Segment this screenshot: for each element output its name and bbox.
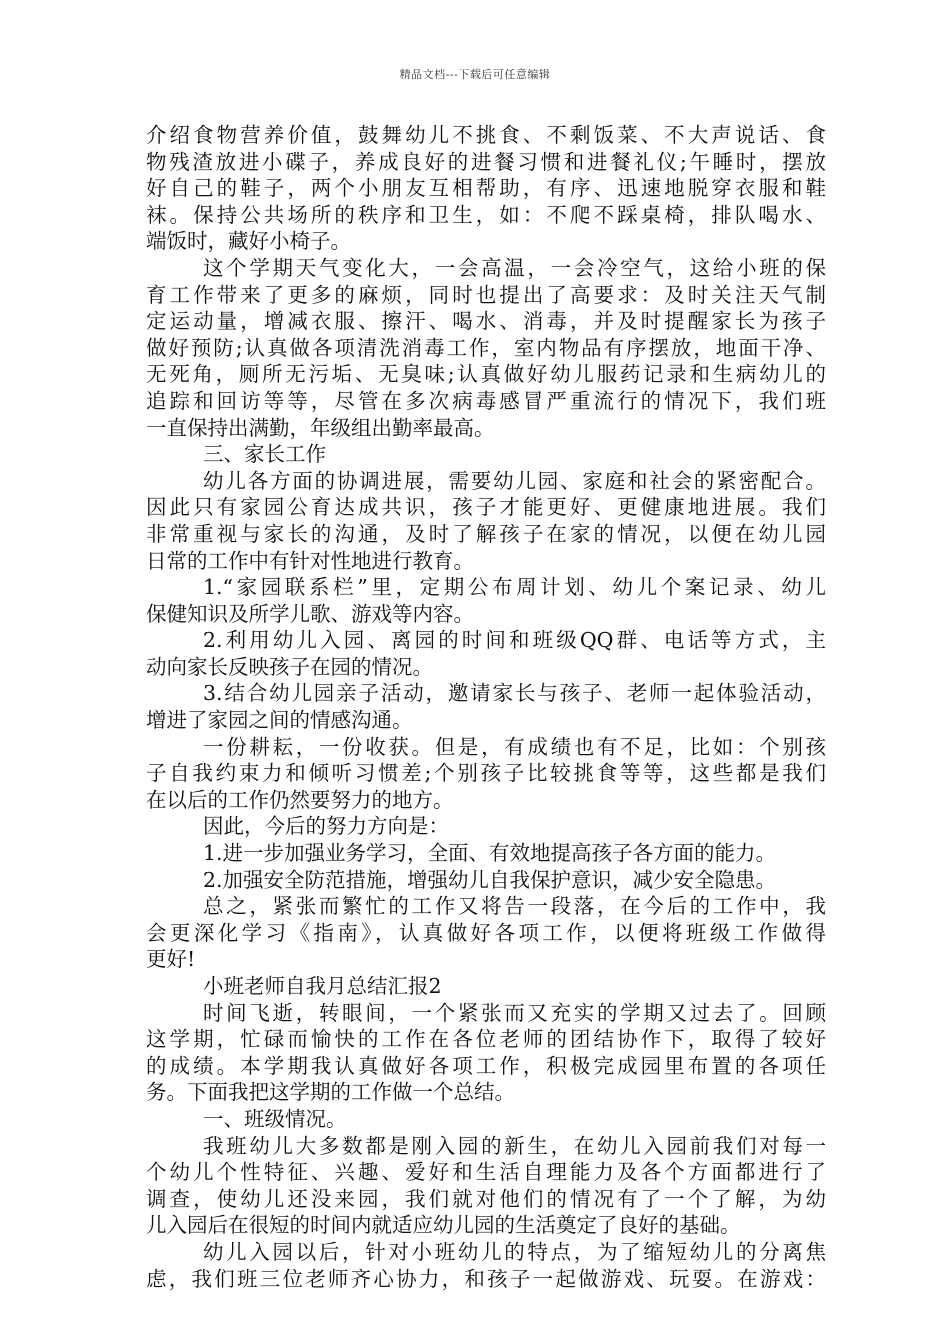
text-line: 定运动量，增减衣服、擦汗、喝水、消毒，并及时提醒家长为孩子 bbox=[146, 309, 826, 334]
text-line: 调查，使幼儿还没来园，我们就对他们的情况有了一个了解，为幼 bbox=[146, 1186, 826, 1211]
text-line: 儿入园后在很短的时间内就适应幼儿园的生活奠定了良好的基础。 bbox=[146, 1213, 741, 1238]
text-line: 好自己的鞋子，两个小朋友互相帮助，有序、迅速地脱穿衣服和鞋 bbox=[146, 176, 826, 201]
text-line: 2.加强安全防范措施，增强幼儿自我保护意识，减少安全隐患。 bbox=[203, 867, 777, 892]
text-line: 的成绩。本学期我认真做好各项工作，积极完成园里布置的各项任 bbox=[146, 1053, 826, 1078]
text-line: 袜。保持公共场所的秩序和卫生，如：不爬不踩桌椅，排队喝水、 bbox=[146, 202, 826, 227]
text-line: 这学期，忙碌而愉快的工作在各位老师的团结协作下，取得了较好 bbox=[146, 1027, 826, 1052]
text-line: 更好! bbox=[146, 947, 196, 972]
text-line: 我班幼儿大多数都是刚入园的新生，在幼儿入园前我们对每一 bbox=[203, 1133, 826, 1158]
text-line: 端饭时，藏好小椅子。 bbox=[146, 229, 351, 254]
text-line: 幼儿各方面的协调进展，需要幼儿园、家庭和社会的紧密配合。 bbox=[203, 468, 826, 493]
text-line: 3.结合幼儿园亲子活动，邀请家长与孩子、老师一起体验活动， bbox=[203, 681, 826, 706]
text-line: 一份耕耘，一份收获。但是，有成绩也有不足，比如：个别孩 bbox=[203, 734, 826, 759]
text-line: 保健知识及所学儿歌、游戏等内容。 bbox=[146, 601, 474, 626]
text-line: 2.利用幼儿入园、离园的时间和班级QQ群、电话等方式，主 bbox=[203, 628, 826, 653]
text-line: 追踪和回访等等，尽管在多次病毒感冒严重流行的情况下，我们班 bbox=[146, 388, 826, 413]
text-line: 个幼儿个性特征、兴趣、爱好和生活自理能力及各个方面都进行了 bbox=[146, 1160, 826, 1185]
text-line: 增进了家园之间的情感沟通。 bbox=[146, 708, 413, 733]
text-line: 总之，紧张而繁忙的工作又将告一段落，在今后的工作中，我 bbox=[203, 894, 826, 919]
text-line: 1.进一步加强业务学习，全面、有效地提高孩子各方面的能力。 bbox=[203, 841, 777, 866]
text-line: 会更深化学习《指南》，认真做好各项工作，以便将班级工作做得 bbox=[146, 920, 826, 945]
text-line: 育工作带来了更多的麻烦，同时也提出了高要求：及时关注天气制 bbox=[146, 282, 826, 307]
text-line: 三、家长工作 bbox=[203, 442, 326, 467]
text-line: 因此只有家园公育达成共识，孩子才能更好、更健康地进展。我们 bbox=[146, 495, 826, 520]
text-line: 子自我约束力和倾听习惯差;个别孩子比较挑食等等，这些都是我们 bbox=[146, 761, 826, 786]
text-line: 一直保持出满勤，年级组出勤率最高。 bbox=[146, 415, 495, 440]
text-line: 1.“家园联系栏”里，定期公布周计划、幼儿个案记录、幼儿 bbox=[203, 575, 826, 600]
text-line: 时间飞逝，转眼间，一个紧张而又充实的学期又过去了。回顾 bbox=[203, 1000, 826, 1025]
text-line: 因此，今后的努力方向是： bbox=[203, 814, 449, 839]
text-line: 幼儿入园以后，针对小班幼儿的特点，为了缩短幼儿的分离焦 bbox=[203, 1239, 826, 1264]
text-line: 虑，我们班三位老师齐心协力，和孩子一起做游戏、玩耍。在游戏： bbox=[146, 1266, 826, 1291]
text-line: 这个学期天气变化大，一会高温，一会冷空气，这给小班的保 bbox=[203, 255, 826, 280]
text-line: 日常的工作中有针对性地进行教育。 bbox=[146, 548, 474, 573]
page-header: 精品文档---下载后可任意编辑 bbox=[399, 68, 551, 81]
document-body bbox=[146, 122, 826, 1292]
text-line: 物残渣放进小碟子，养成良好的进餐习惯和进餐礼仪;午睡时，摆放 bbox=[146, 149, 826, 174]
text-line: 非常重视与家长的沟通，及时了解孩子在家的情况，以便在幼儿园 bbox=[146, 521, 826, 546]
text-line: 介绍食物营养价值，鼓舞幼儿不挑食、不剩饭菜、不大声说话、食 bbox=[146, 123, 826, 147]
text-line: 务。下面我把这学期的工作做一个总结。 bbox=[146, 1080, 515, 1105]
text-line: 动向家长反映孩子在园的情况。 bbox=[146, 654, 433, 679]
text-line: 小班老师自我月总结汇报2 bbox=[203, 974, 442, 998]
text-line: 做好预防;认真做各项清洗消毒工作，室内物品有序摆放，地面干净、 bbox=[146, 335, 826, 360]
text-line: 在以后的工作仍然要努力的地方。 bbox=[146, 787, 454, 812]
text-line: 一、班级情况。 bbox=[203, 1106, 347, 1131]
text-line: 无死角，厕所无污垢、无臭味;认真做好幼儿服药记录和生病幼儿的 bbox=[146, 362, 826, 387]
